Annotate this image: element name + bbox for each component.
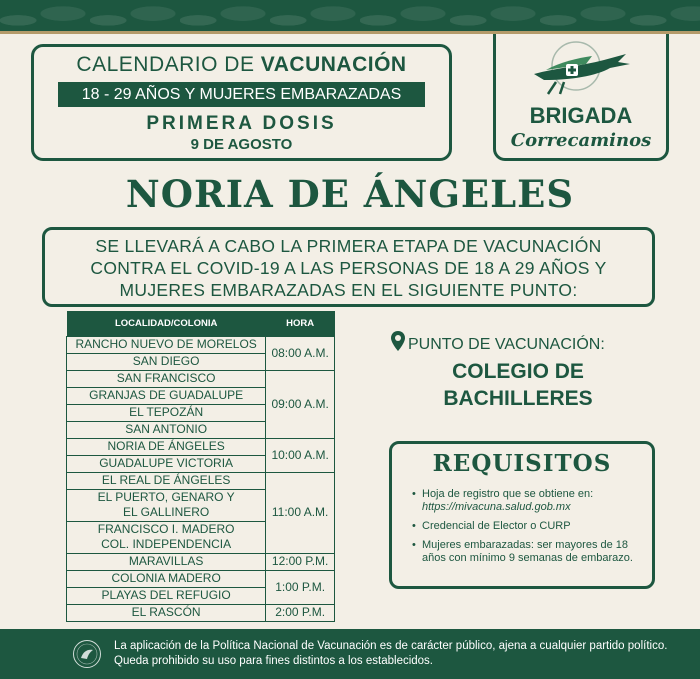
table-row <box>67 570 335 587</box>
locality-cell: COLONIA MADERO <box>67 570 266 587</box>
locality-cell: PLAYAS DEL REFUGIO <box>67 587 266 604</box>
schedule-body <box>67 336 335 621</box>
brigada-box <box>493 34 669 161</box>
locality-cell: SAN DIEGO <box>67 353 266 370</box>
time-cell: 11:00 A.M. <box>266 472 335 553</box>
calendar-title-bold: VACUNACIÓN <box>260 53 407 76</box>
locality-cell: NORIA DE ÁNGELES <box>67 438 266 455</box>
requirement-item <box>412 488 652 514</box>
map-pin-icon <box>390 330 406 352</box>
time-cell: 09:00 A.M. <box>266 370 335 438</box>
vaccination-point-name <box>390 358 646 412</box>
locality-cell: EL REAL DE ÁNGELES <box>67 472 266 489</box>
top-decorative-band <box>0 0 700 34</box>
punto-name-line-2: BACHILLERES <box>443 387 593 410</box>
punto-name-line-1: COLEGIO DE <box>452 360 584 383</box>
locality-cell: EL TEPOZÁN <box>67 404 266 421</box>
table-row <box>67 438 335 455</box>
locality-cell: GRANJAS DE GUADALUPE <box>67 387 266 404</box>
calendar-title <box>34 53 449 77</box>
punto-label-text: PUNTO DE VACUNACIÓN: <box>408 336 605 353</box>
time-cell: 2:00 P.M. <box>266 604 335 621</box>
schedule-table <box>66 311 335 622</box>
dose-label: PRIMERA DOSIS <box>146 113 337 134</box>
time-cell: 10:00 A.M. <box>266 438 335 472</box>
locality-cell: SAN ANTONIO <box>67 421 266 438</box>
locality-cell: RANCHO NUEVO DE MORELOS <box>67 336 266 353</box>
table-row <box>67 336 335 353</box>
info-box <box>42 227 655 307</box>
time-cell: 12:00 P.M. <box>266 553 335 570</box>
government-seal-icon <box>72 639 102 669</box>
table-row <box>67 604 335 621</box>
locality-cell: GUADALUPE VICTORIA <box>67 455 266 472</box>
requirement-item: • Mujeres embarazadas: ser mayores de 18 años con mínimo 9 semanas de embarazo. <box>412 539 652 565</box>
requirements-title: REQUISITOS <box>432 450 612 477</box>
requirements-list <box>412 488 652 571</box>
vaccination-date: 9 DE AGOSTO <box>190 136 293 153</box>
locality-cell: SAN FRANCISCO <box>67 370 266 387</box>
header-time: HORA <box>266 311 335 336</box>
table-row <box>67 370 335 387</box>
requirement-1-text: Hoja de registro que se obtiene en: <box>422 488 594 500</box>
footer-disclaimer: La aplicación de la Política Nacional de Vacunación es de carácter público, ajena a cualquier partido político. Queda prohibido su uso para fines distintos a los establecidos. <box>114 640 668 667</box>
calendar-box <box>31 44 452 161</box>
time-cell: 1:00 P.M. <box>266 570 335 604</box>
municipality-title: NORIA DE ÁNGELES <box>125 172 575 216</box>
roadrunner-logo-icon <box>526 40 636 98</box>
vaccination-point-label <box>390 330 605 354</box>
locality-cell: MARAVILLAS <box>67 553 266 570</box>
requirements-box <box>389 441 655 589</box>
info-line-3: MUJERES EMBARAZADAS EN EL SIGUIENTE PUNTO: <box>119 280 578 300</box>
info-line-1: SE LLEVARÁ A CABO LA PRIMERA ETAPA DE VACUNACIÓN <box>95 236 602 256</box>
brigada-title: BRIGADA <box>529 103 633 128</box>
footer <box>0 629 700 679</box>
schedule-header-row <box>67 311 335 336</box>
header-locality: LOCALIDAD/COLONIA <box>67 311 266 336</box>
age-group-band: 18 - 29 AÑOS Y MUJERES EMBARAZADAS <box>58 82 425 107</box>
table-row <box>67 553 335 570</box>
registration-url: https://mivacuna.salud.gob.mx <box>422 501 571 513</box>
locality-cell: EL PUERTO, GENARO Y EL GALLINERO <box>67 489 266 521</box>
brigada-subtitle: Correcaminos <box>510 130 652 151</box>
requirement-item: • Credencial de Elector o CURP <box>412 520 652 533</box>
info-text <box>45 235 652 301</box>
info-line-2: CONTRA EL COVID-19 A LAS PERSONAS DE 18 A 29 AÑOS Y <box>90 258 607 278</box>
calendar-title-prefix: CALENDARIO DE <box>76 53 261 76</box>
time-cell: 08:00 A.M. <box>266 336 335 370</box>
locality-cell: FRANCISCO I. MADERO COL. INDEPENDENCIA <box>67 521 266 553</box>
top-pattern <box>0 0 700 34</box>
locality-cell: EL RASCÓN <box>67 604 266 621</box>
table-row <box>67 472 335 489</box>
